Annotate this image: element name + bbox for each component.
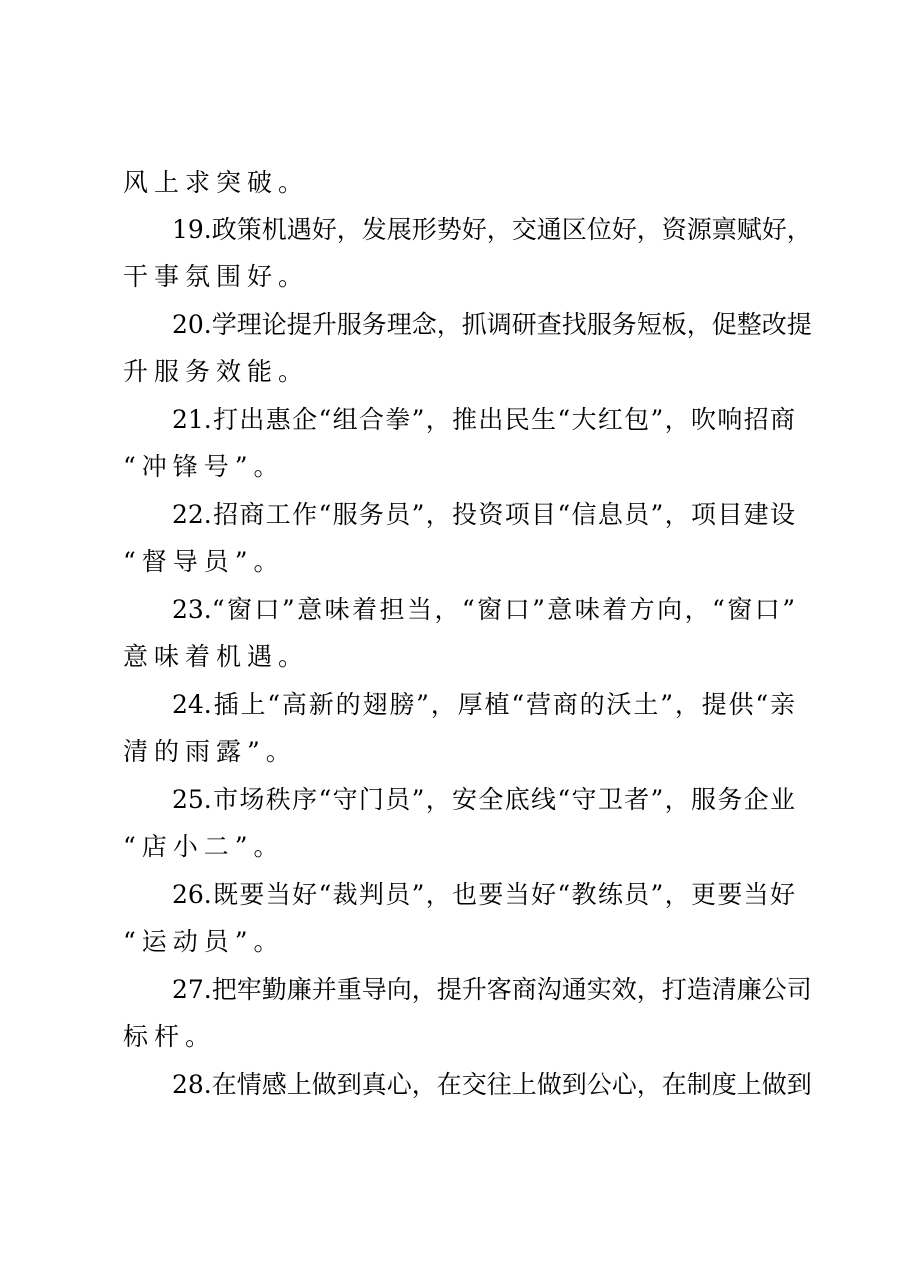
text-line: 干事氛围好。 (123, 262, 310, 291)
text-line-item-24: 24.插上“高新的翅膀”，厚植“营商的沃土”，提供“亲 (172, 690, 795, 719)
text-line: “运动员”。 (123, 927, 285, 956)
text-line-item-28: 28.在情感上做到真心，在交往上做到公心，在制度上做到 (172, 1070, 812, 1099)
text-line: “店小二”。 (123, 832, 285, 861)
text-line: “督导员”。 (123, 547, 285, 576)
text-line: 清的雨露”。 (123, 737, 297, 766)
text-line: “冲锋号”。 (123, 452, 285, 481)
text-line: 标杆。 (123, 1022, 217, 1051)
text-line-item-23: 23.“窗口”意味着担当，“窗口”意味着方向，“窗口” (172, 595, 795, 624)
text-line-item-20: 20.学理论提升服务理念，抓调研查找服务短板，促整改提 (172, 310, 812, 339)
text-line-item-27: 27.把牢勤廉并重导向，提升客商沟通实效，打造清廉公司 (172, 975, 812, 1004)
text-line-item-21: 21.打出惠企“组合拳”，推出民生“大红包”，吹响招商 (172, 405, 795, 434)
text-line: 意味着机遇。 (123, 642, 310, 671)
text-line: 升服务效能。 (123, 357, 310, 386)
text-line-item-22: 22.招商工作“服务员”，投资项目“信息员”，项目建设 (172, 500, 795, 529)
text-line-item-25: 25.市场秩序“守门员”，安全底线“守卫者”，服务企业 (172, 785, 795, 814)
text-line-item-19: 19.政策机遇好，发展形势好，交通区位好，资源禀赋好， (172, 215, 812, 244)
text-line: 风上求突破。 (123, 168, 310, 197)
text-line-item-26: 26.既要当好“裁判员”，也要当好“教练员”，更要当好 (172, 880, 795, 909)
